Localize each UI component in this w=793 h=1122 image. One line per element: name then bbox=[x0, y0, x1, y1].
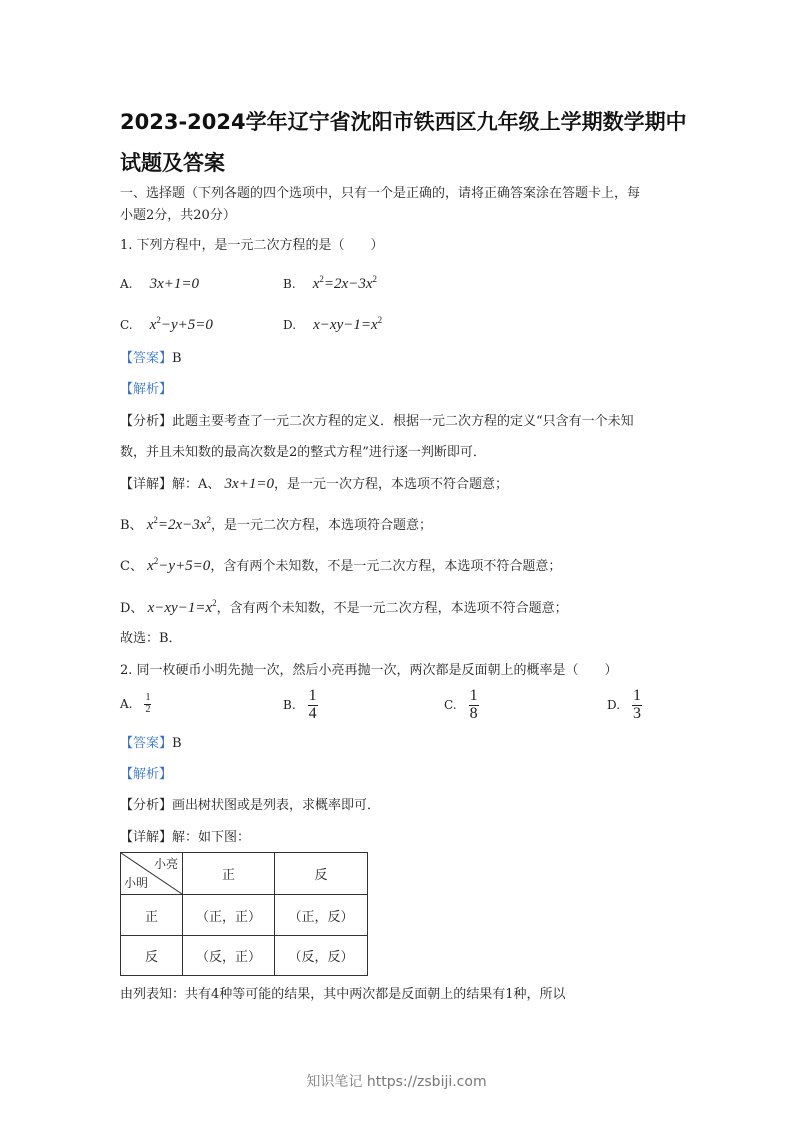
q2-option-c bbox=[444, 688, 479, 723]
q2-fenxi-tag: 【分析】 bbox=[120, 798, 173, 813]
q1-detail-b-equation: $x^2=2x-3x^2$ bbox=[146, 515, 211, 533]
q1-detail-b-post: ，是一元二次方程，本选项符合题意； bbox=[210, 518, 432, 533]
q2-answer bbox=[120, 735, 182, 753]
q2-detail bbox=[120, 829, 250, 847]
q2-fenxi-text: 画出树状图或是列表，求概率即可． bbox=[172, 798, 381, 813]
q1-stem: 1. 下列方程中，是一元二次方程的是（ ） bbox=[120, 238, 384, 253]
doc-title-line2: 试题及答案 bbox=[120, 151, 225, 175]
q2-option-d-label: D. bbox=[607, 698, 621, 713]
q2-detail-tag: 【详解】 bbox=[120, 830, 173, 845]
q2-option-c-denominator: 8 bbox=[469, 704, 478, 722]
q2-option-b-numerator: 1 bbox=[308, 687, 317, 704]
q2-option-d bbox=[607, 688, 642, 723]
q1-option-c bbox=[120, 314, 213, 334]
table-row bbox=[121, 936, 368, 976]
table-col-header: 反 bbox=[275, 853, 368, 895]
q1-analysis-tag: 【解析】 bbox=[120, 382, 173, 397]
q2-option-b-label: B. bbox=[283, 698, 296, 713]
table-row-header: 正 bbox=[121, 895, 183, 936]
q1-answer-value: B bbox=[172, 351, 182, 366]
q1-detail-a bbox=[120, 475, 508, 494]
footer-watermark: 知识笔记 https://zsbiji.com bbox=[306, 1074, 487, 1090]
q1-detail-a-post: ，是一元一次方程，本选项不符合题意； bbox=[273, 477, 508, 492]
q1-detail-c bbox=[120, 552, 561, 576]
corner-label-bottom: 小明 bbox=[124, 876, 149, 890]
table-cell: （正，正） bbox=[183, 895, 275, 936]
q1-detail-b-pre: B、 bbox=[120, 518, 143, 533]
section-instruction-line2: 小题2分，共20分） bbox=[120, 208, 236, 223]
table-corner-cell bbox=[121, 853, 183, 895]
q1-detail-c-pre: C、 bbox=[120, 559, 143, 574]
q1-option-d-equation: $x-xy-1=x^2$ bbox=[313, 315, 383, 333]
table-row bbox=[121, 895, 368, 936]
q1-detail-a-equation: 3x+1=0 bbox=[224, 476, 274, 492]
q1-fenxi-tag: 【分析】 bbox=[120, 414, 173, 429]
q1-answer-tag: 【答案】 bbox=[120, 351, 173, 366]
table-col-header: 正 bbox=[183, 853, 275, 895]
q1-fenxi-line2: 数，并且未知数的最高次数是2的整式方程”进行逐一判断即可． bbox=[120, 445, 486, 460]
q2-option-d-denominator: 3 bbox=[633, 704, 642, 722]
q1-detail-c-equation: $x^2-y+5=0$ bbox=[147, 556, 211, 574]
q1-option-b-label: B. bbox=[283, 277, 296, 291]
q1-option-a bbox=[120, 273, 199, 293]
table-cell: （正，反） bbox=[275, 895, 368, 936]
q2-analysis-tag: 【解析】 bbox=[120, 767, 173, 782]
q1-fenxi-line1 bbox=[120, 413, 634, 431]
q2-option-b-denominator: 4 bbox=[308, 704, 317, 722]
q2-option-c-label: C. bbox=[444, 698, 457, 713]
q2-option-c-fraction bbox=[469, 688, 479, 723]
q1-detail-c-post: ，含有两个未知数，不是一元二次方程，本选项不符合题意； bbox=[210, 559, 562, 574]
q1-detail-b bbox=[120, 511, 432, 535]
q2-option-b bbox=[283, 688, 318, 723]
q2-option-a-fraction bbox=[144, 693, 151, 715]
q2-fenxi bbox=[120, 797, 380, 815]
q1-option-a-equation: 3x+1=0 bbox=[149, 276, 199, 292]
q1-detail-d-pre: D、 bbox=[120, 601, 144, 616]
table-cell: （反，正） bbox=[183, 936, 275, 976]
q2-answer-tag: 【答案】 bbox=[120, 736, 173, 751]
q2-stem: 2. 同一枚硬币小明先抛一次，然后小亮再抛一次，两次都是反面朝上的概率是（ ） bbox=[120, 663, 618, 678]
q1-conclusion: 故选：B． bbox=[120, 631, 182, 646]
q1-option-b bbox=[283, 273, 377, 293]
q1-answer bbox=[120, 350, 182, 368]
q1-option-d bbox=[283, 314, 382, 334]
q2-option-a bbox=[120, 693, 151, 715]
q1-option-d-label: D. bbox=[283, 318, 297, 332]
table-row-header: 反 bbox=[121, 936, 183, 976]
section-instruction-line1: 一、选择题（下列各题的四个选项中，只有一个是正确的，请将正确答案涂在答题卡上，每 bbox=[120, 186, 641, 201]
table-header-row bbox=[121, 853, 368, 895]
q1-option-b-equation: $x^2=2x-3x^2$ bbox=[312, 274, 377, 292]
q2-option-a-denominator: 2 bbox=[145, 703, 151, 715]
q2-option-a-numerator: 1 bbox=[145, 692, 151, 703]
q2-option-a-label: A. bbox=[120, 697, 133, 711]
q1-detail-d-equation: $x-xy-1=x^2$ bbox=[147, 598, 217, 616]
q2-after-table: 由列表知：共有4种等可能的结果，其中两次都是反面朝上的结果有1种，所以 bbox=[120, 987, 566, 1002]
outcome-table bbox=[120, 852, 368, 976]
q2-option-c-numerator: 1 bbox=[469, 687, 478, 704]
q1-option-c-label: C. bbox=[120, 318, 133, 332]
q2-answer-value: B bbox=[172, 736, 182, 751]
table-cell: （反，反） bbox=[275, 936, 368, 976]
q2-option-b-fraction bbox=[308, 688, 318, 723]
q1-fenxi-text1: 此题主要考查了一元二次方程的定义．根据一元二次方程的定义“只含有一个未知 bbox=[172, 414, 634, 429]
q2-option-d-numerator: 1 bbox=[633, 687, 642, 704]
q2-detail-text: 解：如下图： bbox=[172, 830, 251, 845]
q2-option-d-fraction bbox=[632, 688, 642, 723]
q1-option-a-label: A. bbox=[120, 277, 133, 291]
q1-option-c-equation: $x^2-y+5=0$ bbox=[149, 315, 213, 333]
q1-detail-a-pre: 解：A、 bbox=[172, 477, 221, 492]
doc-title-line1: 2023-2024学年辽宁省沈阳市铁西区九年级上学期数学期中 bbox=[120, 110, 687, 134]
corner-label-top: 小亮 bbox=[153, 857, 178, 871]
q1-detail-tag: 【详解】 bbox=[120, 477, 173, 492]
q1-detail-d-post: ，含有两个未知数，不是一元二次方程，本选项不符合题意； bbox=[216, 601, 568, 616]
q1-detail-d bbox=[120, 594, 568, 618]
